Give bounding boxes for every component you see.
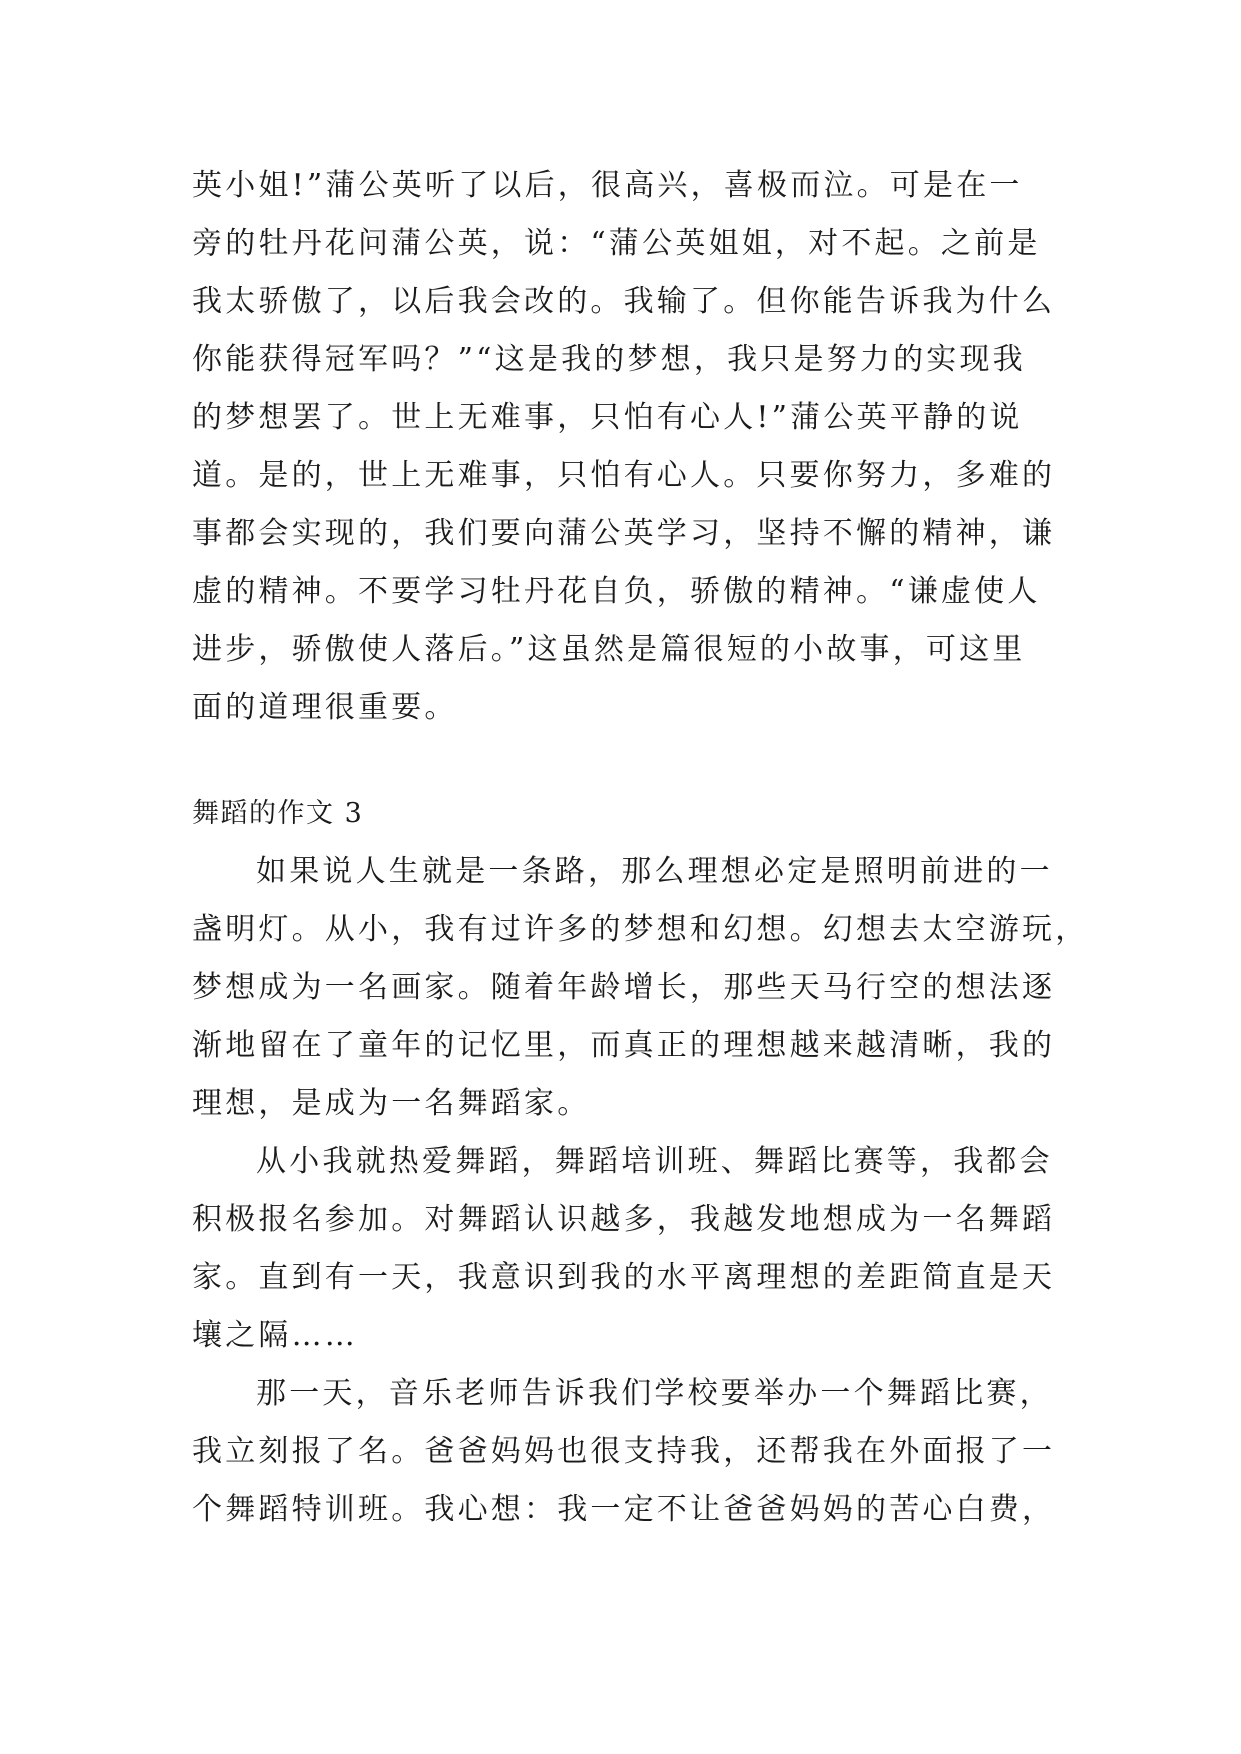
- paragraph-line: 从小我就热爱舞蹈，舞蹈培训班、舞蹈比赛等，我都会: [256, 1144, 1053, 1179]
- paragraph-line: 那一天，音乐老师告诉我们学校要举办一个舞蹈比赛，: [256, 1376, 1053, 1411]
- paragraph-line: 理想，是成为一名舞蹈家。: [192, 1086, 591, 1121]
- paragraph-line: 事都会实现的，我们要向蒲公英学习，坚持不懈的精神，谦: [192, 516, 1056, 551]
- paragraph-line: 面的道理很重要。: [192, 690, 458, 725]
- paragraph-line: 你能获得冠军吗？”“这是我的梦想，我只是努力的实现我: [192, 342, 1026, 377]
- paragraph-line: 梦想成为一名画家。随着年龄增长，那些天马行空的想法逐: [192, 970, 1056, 1005]
- paragraph-line: 虚的精神。不要学习牡丹花自负，骄傲的精神。“谦虚使人: [192, 574, 1041, 609]
- paragraph-line: 盏明灯。从小，我有过许多的梦想和幻想。幻想去太空游玩，: [192, 912, 1089, 947]
- paragraph-line: 渐地留在了童年的记忆里，而真正的理想越来越清晰，我的: [192, 1028, 1056, 1063]
- paragraph-line: 如果说人生就是一条路，那么理想必定是照明前进的一: [256, 854, 1053, 889]
- section-heading: 舞蹈的作文 3: [192, 798, 364, 829]
- paragraph-line: 个舞蹈特训班。我心想：我一定不让爸爸妈妈的苦心白费，: [192, 1492, 1056, 1527]
- paragraph-line: 旁的牡丹花问蒲公英，说：“蒲公英姐姐，对不起。之前是: [192, 226, 1041, 261]
- paragraph-line: 我太骄傲了，以后我会改的。我输了。但你能告诉我为什么: [192, 284, 1056, 319]
- paragraph-line: 壤之隔……: [192, 1318, 358, 1353]
- paragraph-line: 家。直到有一天，我意识到我的水平离理想的差距简直是天: [192, 1260, 1056, 1295]
- paragraph-line: 道。是的，世上无难事，只怕有心人。只要你努力，多难的: [192, 458, 1056, 493]
- paragraph-line: 我立刻报了名。爸爸妈妈也很支持我，还帮我在外面报了一: [192, 1434, 1056, 1469]
- paragraph-line: 进步，骄傲使人落后。”这虽然是篇很短的小故事，可这里: [192, 632, 1026, 667]
- paragraph-line: 的梦想罢了。世上无难事，只怕有心人!”蒲公英平静的说: [192, 400, 1023, 435]
- paragraph-line: 积极报名参加。对舞蹈认识越多，我越发地想成为一名舞蹈: [192, 1202, 1056, 1237]
- paragraph-line: 英小姐!”蒲公英听了以后，很高兴，喜极而泣。可是在一: [192, 168, 1023, 203]
